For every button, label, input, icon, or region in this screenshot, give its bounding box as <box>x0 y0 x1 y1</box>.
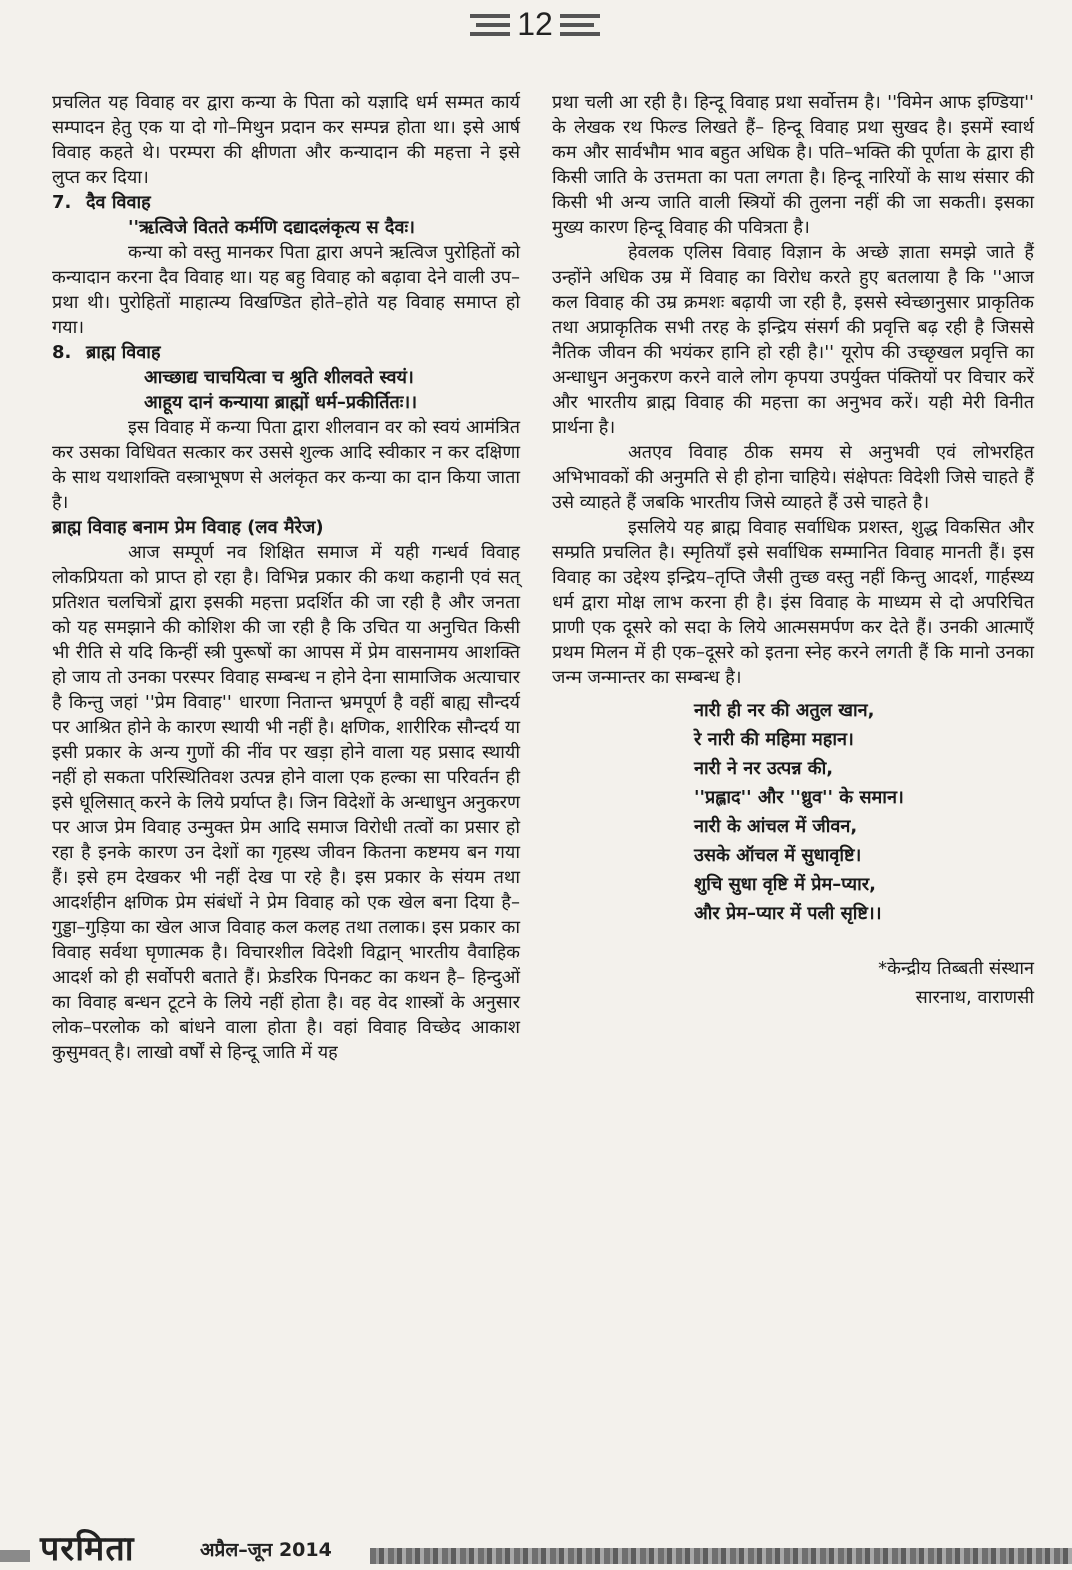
paragraph: अतएव विवाह ठीक समय से अनुभवी एवं लोभरहित अभिभावकों की अनुमति से ही होना चाहिये। संक्षेपतः विदेशी जिसे चाहते हैं उसे व्याहते हैं जबकि भारतीय जिसे व्याहते हैं उसे चाहते है। <box>552 442 1034 513</box>
left-column <box>52 90 520 1065</box>
sanskrit-verse: आच्छाद्य चाचयित्वा च श्रुति शीलवते स्वयं। <box>144 367 414 388</box>
section-number: 8. <box>52 342 72 363</box>
paragraph: इस विवाह में कन्या पिता द्वारा शीलवान वर को स्वयं आमंत्रित कर उसका विधिवत सत्कार कर उससे शुल्क आदि स्वीकार न कर दक्षिणा के साथ यथाशक्ति वस्त्राभूषण से अलंकृत कर कन्या का दान किया जाता है। <box>52 417 520 513</box>
paragraph: हेवलक एलिस विवाह विज्ञान के अच्छे ज्ञाता समझे जाते हैं उन्होंने अधिक उम्र में विवाह का विरोध करते हुए बतलाया है कि ''आज कल विवाह की उम्र क्रमशः बढ़ायी जा रही है, इससे स्वेच्छानुसार प्राकृतिक तथा अप्राकृतिक सभी तरह के इन्द्रिय संसर्ग की प्रवृत्ति बढ़ रही है जिससे नैतिक जीवन की भयंकर हानि हो रही है।'' यूरोप की उच्छृखल प्रवृत्ति का अन्धाधुन अनुकरण करने वाले लोग कृपया उपर्युक्त पंक्तियों पर विचार करें और भारतीय ब्राह्म विवाह की महत्ता का अनुभव करें। यही मेरी विनीत प्रार्थना है। <box>552 242 1034 438</box>
paragraph: आज सम्पूर्ण नव शिक्षित समाज में यही गन्धर्व विवाह लोकप्रियता को प्राप्त हो रहा है। विभिन्न प्रकार की कथा कहानी एवं सत् प्रतिशत चलचित्रों द्वारा इसकी महत्ता प्रदर्शित की जा रही है और जनता को यह समझाने की कोशिश की जा रही है कि उचित या अनुचित किसी भी रीति से यदि किन्हीं स्त्री पुरूषों का आपस में प्रेम वासनामय आशक्ति हो जाय तो उनका परस्पर विवाह सम्बन्ध न होने देना सामाजिक अत्याचार है किन्तु जहां ''प्रेम विवाह'' धारणा नितान्त भ्रमपूर्ण है वहीं बाह्य सौन्दर्य पर आश्रित होने के कारण स्थायी भी नहीं है। क्षणिक, शारीरिक सौन्दर्य या इसी प्रकार के अन्य गुणों की नींव पर खड़ा होने वाला यह प्रसाद स्थायी नहीं हो सकता परिस्थितिवश उत्पन्न होने वाला एक हल्का सा परिवर्तन ही इसे धूलिसात् करने के लिये प्रर्याप्त है। जिन विदेशों के अन्धाधुन अनुकरण पर आज प्रेम विवाह उन्मुक्त प्रेम आदि समाज विरोधी तत्वों का प्रसार हो रहा है इनके कारण उन देशों का गृहस्थ जीवन कितना कष्टमय बन गया हैं। इसे हम देखकर भी नहीं देख पा रहे है। इस प्रकार के संयम तथा आदर्शहीन क्षणिक प्रेम संबंधों ने प्रेम विवाह को एक खेल बना दिया है– गुड्डा–गुड़िया का खेल आज विवाह कल कलह तथा तलाक। इस प्रकार का विवाह सर्वथा घृणात्मक है। विचारशील विदेशी विद्वान् भारतीय वैवाहिक आदर्श को ही सर्वोपरी बताते हैं। फ्रेडरिक पिनकट का कथन है– हिन्दुओं का विवाह बन्धन टूटने के लिये नहीं होता है। वह वेद शास्त्रों के अनुसार लोक–परलोक को बांधने वाला होता है। वहां विवाह विच्छेद आकाश कुसुमवत् है। लाखो वर्षों से हिन्दू जाति में यह <box>52 542 520 1063</box>
poem-line: नारी ने नर उत्पन्न की, <box>694 758 834 779</box>
section-heading-7 <box>52 190 520 215</box>
section-number: 7. <box>52 192 72 213</box>
paragraph: प्रथा चली आ रही है। हिन्दू विवाह प्रथा सर्वोत्तम है। ''विमेन आफ इण्डिया'' के लेखक रथ फिल्ड लिखते हैं– हिन्दू विवाह प्रथा सुखद है। इसमें स्वार्थ कम और सार्वभौम भाव बहुत अधिक है। पति–भक्ति की पूर्णता के द्वारा ही किसी जाति के उत्तमता का पता लगता है। हिन्दू नारियों के साथ संसार की किसी भी अन्य जाति वाली स्त्रियों की तुलना नहीं की जा सकती। इसका मुख्य कारण हिन्दू विवाह की पवित्रता है। <box>552 92 1034 238</box>
poem-line: उसके ऑचल में सुधावृष्टि। <box>694 845 862 866</box>
section-title: दैव विवाह <box>86 192 151 213</box>
footer-bar-right <box>370 1548 1072 1564</box>
poem-line: ''प्रह्लाद'' और ''ध्रुव'' के समान। <box>694 787 904 808</box>
footer <box>0 1529 1072 1569</box>
paragraph: प्रचलित यह विवाह वर द्वारा कन्या के पिता को यज्ञादि धर्म सम्मत कार्य सम्पादन हेतु एक या दो गो–मिथुन प्रदान कर सम्पन्न होता था। इसे आर्ष विवाह कहते थे। परम्परा की क्षीणता और कन्यादान की महत्ता ने इसे लुप्त कर दिया। <box>52 92 520 188</box>
footer-bar-left <box>0 1550 30 1562</box>
paragraph: इसलिये यह ब्राह्म विवाह सर्वाधिक प्रशस्त, शुद्ध विकसित और सम्प्रति प्रचलित है। स्मृतियाँ इसे सर्वाधिक सम्मानित विवाह मानती हैं। इस विवाह का उद्देश्य इन्द्रिय–तृप्ति जैसी तुच्छ वस्तु नहीं किन्तु आदर्श, गार्हस्थ्य धर्म द्वारा मोक्ष लाभ करना ही है। इंस विवाह के माध्यम से दो अपरिचित प्राणी एक दूसरे को सदा के लिये आत्मसमर्पण कर देते हैं। उनकी आत्माएँ प्रथम मिलन में ही एक–दूसरे को इतना स्नेह करने लगती हैं कि मानो उनका जन्म जन्मान्तर का सम्बन्ध है। <box>552 517 1034 688</box>
affiliation-line: सारनाथ, वाराणसी <box>915 987 1034 1008</box>
right-column <box>552 90 1034 1012</box>
poem-line: शुचि सुधा वृष्टि में प्रेम–प्यार, <box>694 874 876 895</box>
issue-date: अप्रैल–जून 2014 <box>200 1539 332 1561</box>
page-number: 12 <box>517 6 553 42</box>
paragraph: कन्या को वस्तु मानकर पिता द्वारा अपने ऋत्विज पुरोहितों को कन्यादान करना दैव विवाह था। यह बहु विवाह को बढ़ावा देने वाली उप–प्रथा थी। पुरोहितों माहात्म्य विखण्डित होते–होते यह विवाह समाप्त हो गया। <box>52 242 520 338</box>
affiliation-line: *केन्द्रीय तिब्बती संस्थान <box>878 958 1034 979</box>
poem-line: रे नारी की महिमा महान। <box>694 729 854 750</box>
sanskrit-verse: ''ऋत्विजे वितते कर्मणि दद्यादलंकृत्य स दैवः। <box>128 217 415 238</box>
poem-line: और प्रेम–प्यार में पली सृष्टि।। <box>694 903 882 924</box>
section-heading-8 <box>52 340 520 365</box>
poem-line: नारी ही नर की अतुल खान, <box>694 700 875 721</box>
section-title: ब्राह्म विवाह <box>86 342 161 363</box>
poem <box>552 696 1034 928</box>
magazine-name: परमिता <box>40 1529 135 1569</box>
subheading: ब्राह्म विवाह बनाम प्रेम विवाह (लव मैरेज) <box>52 517 324 538</box>
poem-line: नारी के आंचल में जीवन, <box>694 816 858 837</box>
author-affiliation <box>552 954 1034 1012</box>
page-number-header <box>470 4 600 48</box>
sanskrit-verse: आहूय दानं कन्याया ब्राह्मों धर्म–प्रकीर्तितः।। <box>144 392 418 413</box>
